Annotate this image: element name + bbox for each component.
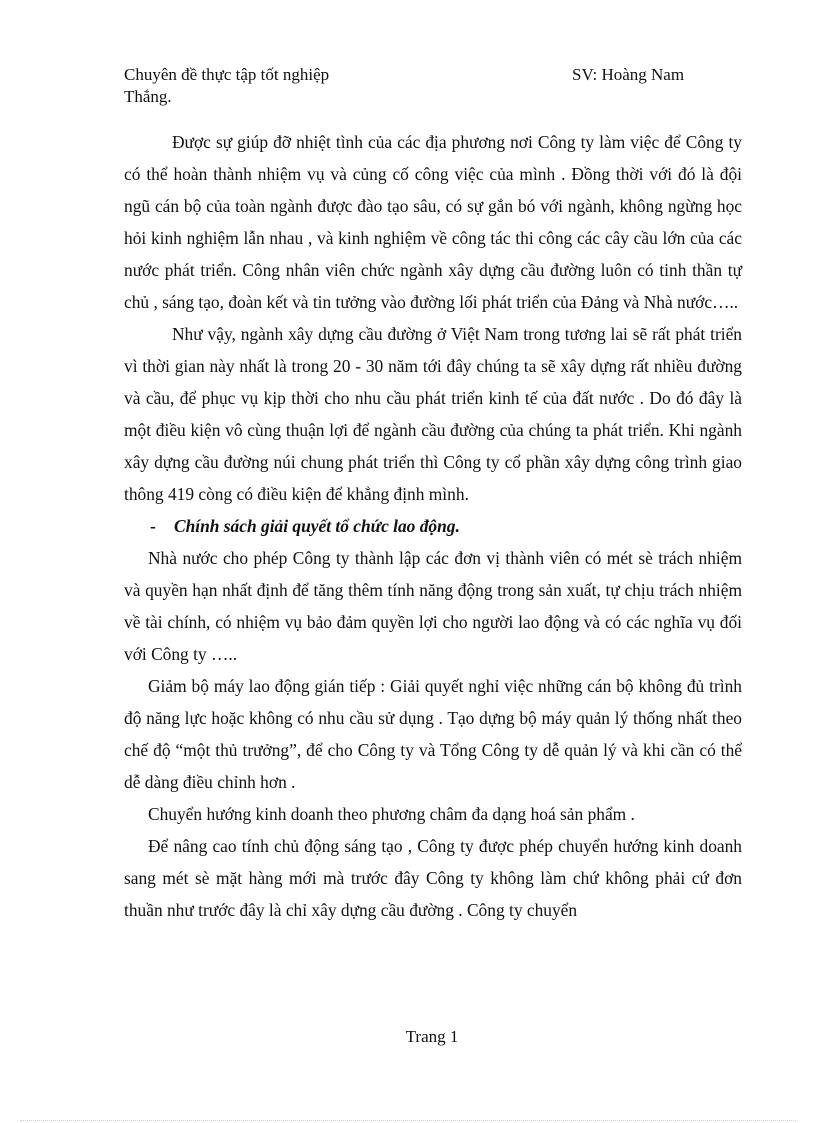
header-title: Chuyên đề thực tập tốt nghiệp <box>124 65 330 84</box>
document-body <box>124 126 742 926</box>
section-heading <box>124 510 742 542</box>
page-bottom-rule <box>20 1120 796 1121</box>
paragraph-new-products: Để nâng cao tính chủ động sáng tạo , Công ty được phép chuyển hướng kinh doanh sang mét sè mặt hàng mới mà trước đây Công ty không làm chứ không phải cứ đơn thuần như trước đây là chỉ xây dựng cầu đường . Công ty chuyển <box>124 836 742 920</box>
paragraph-support: Được sự giúp đỡ nhiệt tình của các địa phương nơi Công ty làm việc để Công ty có thể hoàn thành nhiệm vụ và củng cố công việc của mình . Đồng thời với đó là đội ngũ cán bộ của toàn ngành được đào tạo sâu, có sự gắn bó với ngành, không ngừng học hỏi kinh nghiệm lẫn nhau , và kinh nghiệm về công tác thi công các cây cầu lớn của các nước phát triển. Công nhân viên chức ngành xây dựng cầu đường luôn có tinh thần tự chủ , sáng tạo, đoàn kết và tin tưởng vào đường lối phát triển của Đảng và Nhà nước….. <box>124 132 742 312</box>
heading-bullet: - <box>150 516 156 536</box>
page-footer <box>0 1027 816 1047</box>
header-author: SV: Hoàng Nam <box>572 65 685 84</box>
heading-text: Chính sách giải quyết tổ chức lao động. <box>174 516 460 536</box>
paragraph-outlook: Như vậy, ngành xây dựng cầu đường ở Việt Nam trong tương lai sẽ rất phát triển vì thời gian này nhất là trong 20 - 30 năm tới đây chúng ta sẽ xây dựng rất nhiều đường và cầu, để phục vụ kịp thời cho nhu cầu phát triển kinh tế của đất nước . Do đó đây là một điều kiện vô cùng thuận lợi để ngành cầu đường của chúng ta phát triển. Khi ngành xây dựng cầu đường núi chung phát triển thì Công ty cổ phần xây dựng công trình giao thông 419 còng có điều kiện để khẳng định mình. <box>124 324 742 504</box>
paragraph-diversify: Chuyển hướng kinh doanh theo phương châm đa dạng hoá sản phẩm . <box>148 804 635 824</box>
paragraph-indirect-labor: Giảm bộ máy lao động gián tiếp : Giải quyết nghỉ việc những cán bộ không đủ trình độ năng lực hoặc không có nhu cầu sử dụng . Tạo dựng bộ máy quản lý thống nhất theo chế độ “một thủ trưởng”, để cho Công ty và Tổng Công ty dễ quản lý và khi cần có thể dễ dàng điều chỉnh hơn . <box>124 676 742 792</box>
header-author-continued: Thắng. <box>124 87 172 106</box>
paragraph-units: Nhà nước cho phép Công ty thành lập các đơn vị thành viên có mét sè trách nhiệm và quyền hạn nhất định để tăng thêm tính năng động trong sản xuất, tự chịu trách nhiệm về tài chính, có nhiệm vụ bảo đảm quyền lợi cho người lao động và có các nghĩa vụ đối với Công ty ….. <box>124 548 742 664</box>
page-number: Trang 1 <box>405 1027 459 1046</box>
